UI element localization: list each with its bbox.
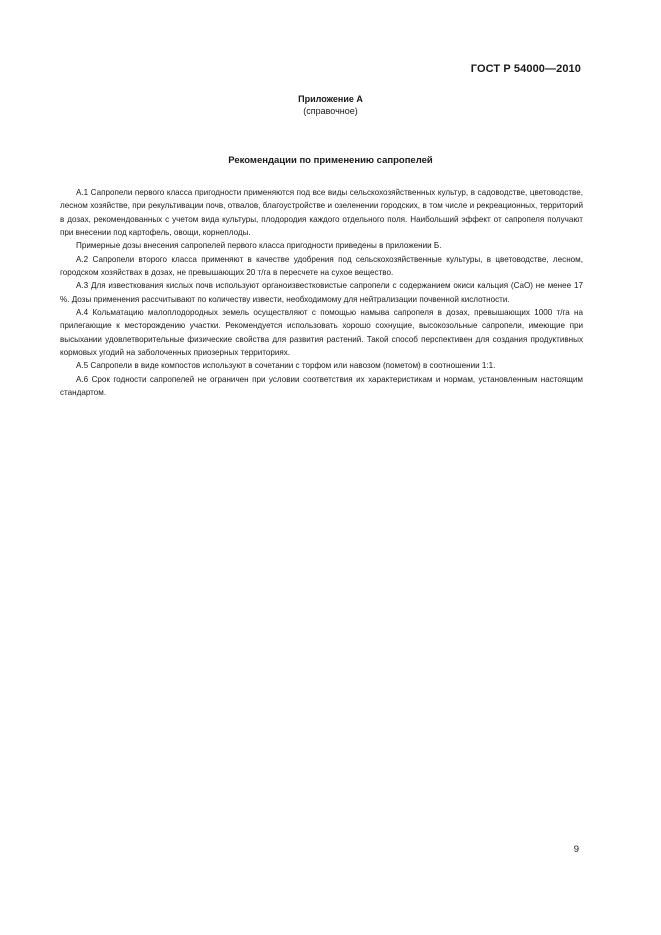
- paragraph-a2: А.2 Сапропели второго класса применяют в качестве удобрения под сельскохозяйственные культуры, в цветоводстве, лесном, городском хозяйствах в дозах, не превышающих 20 т/га в пересчете на сухое вещество.: [60, 254, 583, 278]
- paragraph-a3: А.3 Для известкования кислых почв используют органоизвестковистые сапропели с содержанием окиси кальция (CaO) не менее 17 %. Дозы применения рассчитывают по количеству извести, необходимому для нейтрализации почвенной кислотности.: [60, 281, 583, 304]
- paragraph-a4: А.4 Кольматацию малоплодородных земель осуществляют с помощью намыва сапропеля в дозах, превышающих 1000 т/га на прилегающие к месторождению участки. Рекомендуется использовать хорошо сохнущие, высокозольные сапропели, имеющие при высыхании удовлетворительные физические свойства для развития растений. Такой способ перспективен для создания продуктивных кормовых угодий на заболоченных приозерных территориях.: [60, 308, 583, 358]
- body-text: [60, 186, 583, 400]
- appendix-note: (справочное): [303, 106, 358, 116]
- standard-code: ГОСТ Р 54000—2010: [470, 63, 581, 75]
- paragraph-a5: А.5 Сапропели в виде компостов используют в сочетании с торфом или навозом (пометом) в соотношении 1:1.: [76, 361, 496, 371]
- page-number: 9: [573, 844, 579, 855]
- section-title: Рекомендации по применению сапропелей: [228, 155, 433, 166]
- paragraph-a6: А.6 Срок годности сапропелей не ограничен при условии соответствия их характеристикам и нормам, установленным настоящим стандартом.: [60, 374, 583, 398]
- paragraph-a1: А.1 Сапропели первого класса пригодности применяются под все виды сельскохозяйственных культур, в садоводстве, цветоводстве, лесном хозяйстве, при рекультивации почв, отвалов, благоустройстве и озеленении городских, в том числе и рекреационных, территорий в дозах, рекомендованных с учетом вида культуры, плодородия каждого отдельного поля. Наибольший эффект от сапропеля получают при внесении под картофель, овощи, корнеплоды.: [60, 188, 583, 238]
- appendix-title: Приложение А: [298, 94, 363, 104]
- paragraph-doses: Примерные дозы внесения сапропелей первого класса пригодности приведены в приложении Б.: [76, 241, 442, 251]
